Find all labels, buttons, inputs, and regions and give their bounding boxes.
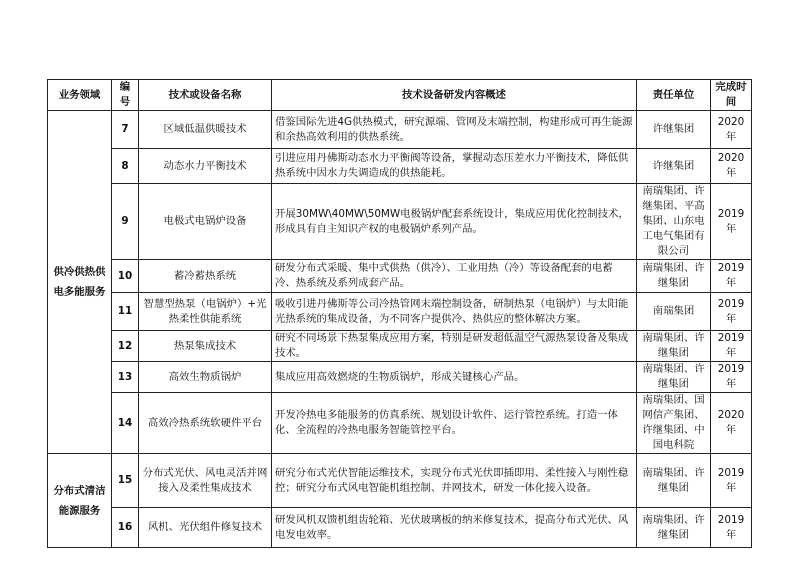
tech-name: 风机、光伏组件修复技术	[139, 508, 272, 548]
tech-name: 高效冷热系统软硬件平台	[139, 393, 272, 454]
tech-name: 热泵集成技术	[139, 331, 272, 362]
header-responsible-unit: 责任单位	[637, 80, 711, 111]
row-number: 13	[112, 362, 139, 393]
tech-description: 借鉴国际先进4G供热模式，研究源端、管网及末端控制，构建形成可再生能源和余热高效利用的供热系统。	[272, 111, 637, 149]
completion-date: 2019 年	[711, 331, 752, 362]
completion-date: 2019 年	[711, 293, 752, 331]
tech-description: 研究分布式光伏智能运维技术，实现分布式光伏即插即用、柔性接入与刚性稳控；研究分布式风电智能机组控制、并网技术，研发一体化接入设备。	[272, 454, 637, 508]
row-number: 7	[112, 111, 139, 149]
header-completion-date: 完成时间	[711, 80, 752, 111]
tech-description: 开发冷热电多能服务的仿真系统、规划设计软件、运行管控系统。打造一体化、全流程的冷热电服务智能管控平台。	[272, 393, 637, 454]
row-number: 14	[112, 393, 139, 454]
table-row	[48, 362, 752, 393]
table-row	[48, 111, 752, 149]
responsible-unit: 南瑞集团、国网信产集团、许继集团、中国电科院	[637, 393, 711, 454]
completion-date: 2019 年	[711, 454, 752, 508]
tech-name: 区域低温供暖技术	[139, 111, 272, 149]
header-domain: 业务领域	[48, 80, 112, 111]
tech-name: 动态水力平衡技术	[139, 149, 272, 184]
completion-date: 2020 年	[711, 393, 752, 454]
tech-description: 研发分布式采暖、集中式供热（供冷）、工业用热（冷）等设备配套的电蓄冷、热系统及系列成套产品。	[272, 260, 637, 293]
row-number: 16	[112, 508, 139, 548]
header-number: 编号	[112, 80, 139, 111]
completion-date: 2020 年	[711, 149, 752, 184]
row-number: 15	[112, 454, 139, 508]
tech-name: 电极式电锅炉设备	[139, 184, 272, 260]
table-row	[48, 393, 752, 454]
table-row	[48, 454, 752, 508]
responsible-unit: 南瑞集团	[637, 293, 711, 331]
responsible-unit: 许继集团	[637, 111, 711, 149]
tech-table	[47, 79, 752, 548]
domain-cell: 分布式清洁能源服务	[48, 454, 112, 548]
row-number: 12	[112, 331, 139, 362]
responsible-unit: 南瑞集团、许继集团	[637, 260, 711, 293]
responsible-unit: 南瑞集团、许继集团	[637, 362, 711, 393]
row-number: 11	[112, 293, 139, 331]
table-row	[48, 508, 752, 548]
tech-description: 开展30MW\40MW\50MW电极锅炉配套系统设计，集成应用优化控制技术，形成具有自主知识产权的电极锅炉系列产品。	[272, 184, 637, 260]
header-description: 技术设备研发内容概述	[272, 80, 637, 111]
table-row	[48, 331, 752, 362]
row-number: 8	[112, 149, 139, 184]
tech-description: 引进应用丹佛斯动态水力平衡阀等设备，掌握动态压差水力平衡技术，降低供热系统中因水力失调造成的供热能耗。	[272, 149, 637, 184]
completion-date: 2019 年	[711, 508, 752, 548]
tech-name: 蓄冷蓄热系统	[139, 260, 272, 293]
table-row	[48, 184, 752, 260]
completion-date: 2019 年	[711, 362, 752, 393]
table-header-row	[48, 80, 752, 111]
row-number: 9	[112, 184, 139, 260]
responsible-unit: 南瑞集团、许继集团	[637, 454, 711, 508]
completion-date: 2019 年	[711, 184, 752, 260]
responsible-unit: 南瑞集团、许继集团	[637, 508, 711, 548]
header-tech-name: 技术或设备名称	[139, 80, 272, 111]
completion-date: 2019 年	[711, 260, 752, 293]
tech-name: 智慧型热泵（电锅炉）+光热柔性供能系统	[139, 293, 272, 331]
responsible-unit: 南瑞集团、许继集团	[637, 331, 711, 362]
table-row	[48, 293, 752, 331]
responsible-unit: 南瑞集团、许继集团、平高集团、山东电工电气集团有限公司	[637, 184, 711, 260]
tech-description: 吸收引进丹佛斯等公司冷热管网末端控制设备，研制热泵（电锅炉）与太阳能光热系统的集成设备，为不同客户提供冷、热供应的整体解决方案。	[272, 293, 637, 331]
row-number: 10	[112, 260, 139, 293]
table-row	[48, 260, 752, 293]
tech-name: 高效生物质锅炉	[139, 362, 272, 393]
tech-description: 研发风机双馈机组齿轮箱、光伏玻璃板的纳米修复技术，提高分布式光伏、风电发电效率。	[272, 508, 637, 548]
responsible-unit: 许继集团	[637, 149, 711, 184]
tech-description: 研究不同场景下热泵集成应用方案，特别是研发超低温空气源热泵设备及集成技术。	[272, 331, 637, 362]
tech-name: 分布式光伏、风电灵活并网接入及柔性集成技术	[139, 454, 272, 508]
completion-date: 2020 年	[711, 111, 752, 149]
domain-cell: 供冷供热供电多能服务	[48, 111, 112, 454]
tech-description: 集成应用高效燃烧的生物质锅炉，形成关键核心产品。	[272, 362, 637, 393]
table-row	[48, 149, 752, 184]
